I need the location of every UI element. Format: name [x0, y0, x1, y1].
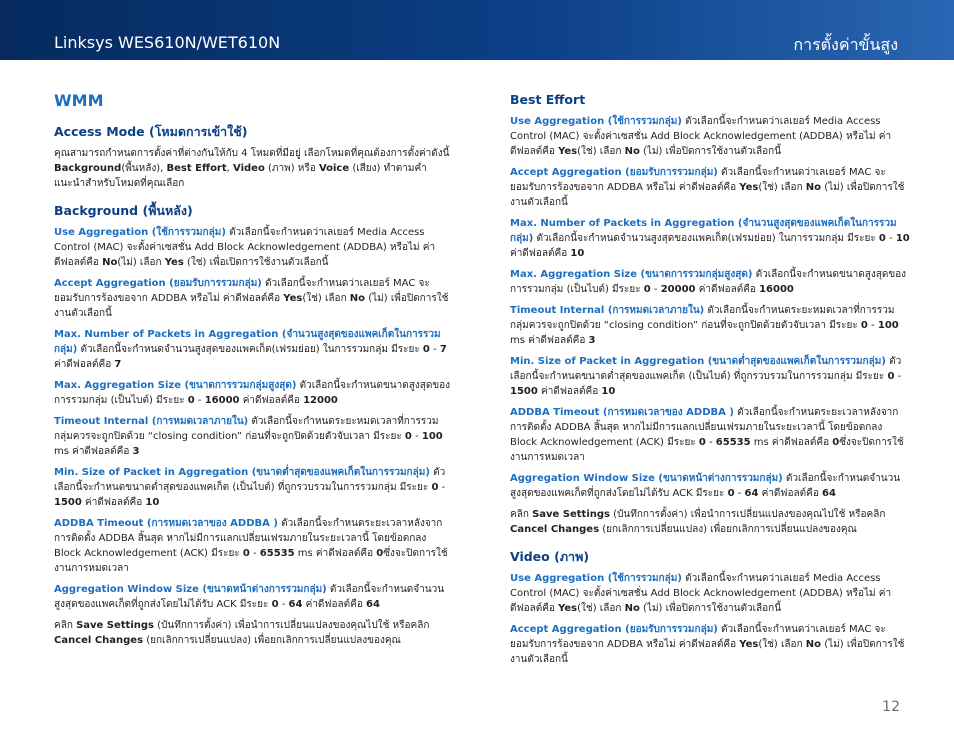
bg-save-note: คลิก Save Settings (บันทึกการตั้งค่า) เพื่อนำการเปลี่ยนแปลงของคุณไปใช้ หรือคลิก Cancel Changes (ยกเลิกการเปลี่ยนแปลง) เพื่อยกเลิกการเปลี่ยนแปลงของคุณ — [54, 620, 430, 646]
bg-timeout: Timeout Internal (การหมดเวลาภายใน) ตัวเลือกนี้จะกำหนดระยะหมดเวลาที่การรวมกลุ่มควรจะถูกปิดด้วย “closing condition” ก่อนที่จะถูกปิดด้วยตัวจับเวลา มีระยะ 0 - 100 ms ค่าดีฟอลต์คือ 3 — [54, 416, 443, 457]
page-number: 12 — [882, 699, 900, 715]
be-window-size: Aggregation Window Size (ขนาดหน้าต่างการรวมกลุ่ม) ตัวเลือกนี้จะกำหนดจำนวนสูงสุดของแพคเก็ตที่ถูกส่งโดยไม่ได้รับ ACK มีระยะ 0 - 64 ค่าดีฟอลต์คือ 64 — [510, 473, 901, 499]
bg-max-packets: Max. Number of Packets in Aggregation (จำนวนสูงสุดของแพคเก็ตในการรวมกลุ่ม) ตัวเลือกนี้จะกำหนดจำนวนสูงสุดของแพคเก็ต(เฟรมย่อย) ในการรวมกลุ่ม มีระยะ 0 - 7 ค่าดีฟอลต์คือ 7 — [54, 329, 447, 370]
be-timeout: Timeout Internal (การหมดเวลาภายใน) ตัวเลือกนี้จะกำหนดระยะหมดเวลาที่การรวมกลุ่มควรจะถูกปิดด้วย “closing condition” ก่อนที่จะถูกปิดด้วยตัวจับเวลา มีระยะ 0 - 100 ms ค่าดีฟอลต์คือ 3 — [510, 305, 899, 346]
video-use-aggregation: Use Aggregation (ใช้การรวมกลุ่ม) ตัวเลือกนี้จะกำหนดว่าเลเยอร์ Media Access Control (MAC) จะตั้งค่าเซสชั่น Add Block Acknowledgement (ADDBA) หรือไม่ ค่าดีฟอลต์คือ Yes(ใช่) เลือก No (ไม่) เพื่อปิดการใช้งานตัวเลือกนี้ — [510, 573, 892, 614]
page-header — [0, 0, 954, 60]
right-column — [510, 92, 910, 673]
be-max-size: Max. Aggregation Size (ขนาดการรวมกลุ่มสูงสุด) ตัวเลือกนี้จะกำหนดขนาดสูงสุดของการรวมกลุ่ม (เป็นไบต์) มีระยะ 0 - 20000 ค่าดีฟอลต์คือ 16000 — [510, 269, 907, 295]
be-max-packets: Max. Number of Packets in Aggregation (จำนวนสูงสุดของแพคเก็ตในการรวมกลุ่ม) ตัวเลือกนี้จะกำหนดจำนวนสูงสุดของแพคเก็ต(เฟรมย่อย) ในการรวมกลุ่ม มีระยะ 0 - 10 ค่าดีฟอลต์คือ 10 — [510, 218, 910, 259]
bg-use-aggregation: Use Aggregation (ใช้การรวมกลุ่ม) ตัวเลือกนี้จะกำหนดว่าเลเยอร์ Media Access Control (MAC) จะตั้งค่าเซสชั่น Add Block Acknowledgement (ADDBA) หรือไม่ ค่าดีฟอลต์คือ No(ไม่) เลือก Yes (ใช่) เพื่อเปิดการใช้งานตัวเลือกนี้ — [54, 227, 436, 268]
video-accept-aggregation: Accept Aggregation (ยอมรับการรวมกลุ่ม) ตัวเลือกนี้จะกำหนดว่าเลเยอร์ MAC จะยอมรับการร้องขอจาก ADDBA หรือไม่ ค่าดีฟอลต์คือ Yes(ใช่) เลือก No (ไม่) เพื่อปิดการใช้งานตัวเลือกนี้ — [510, 624, 905, 665]
left-column — [54, 92, 454, 654]
bg-max-size: Max. Aggregation Size (ขนาดการรวมกลุ่มสูงสุด) ตัวเลือกนี้จะกำหนดขนาดสูงสุดของการรวมกลุ่ม (เป็นไบต์) มีระยะ 0 - 16000 ค่าดีฟอลต์คือ 12000 — [54, 380, 451, 406]
access-mode-heading: Access Mode (โหมดการเข้าใช้) — [54, 124, 248, 139]
background-heading: Background (พื้นหลัง) — [54, 203, 193, 218]
page-title: WMM — [54, 91, 104, 110]
be-use-aggregation: Use Aggregation (ใช้การรวมกลุ่ม) ตัวเลือกนี้จะกำหนดว่าเลเยอร์ Media Access Control (MAC) จะตั้งค่าเซสชั่น Add Block Acknowledgement (ADDBA) หรือไม่ ค่าดีฟอลต์คือ Yes(ใช่) เลือก No (ไม่) เพื่อปิดการใช้งานตัวเลือกนี้ — [510, 116, 892, 157]
be-min-size: Min. Size of Packet in Aggregation (ขนาดต่ำสุดของแพคเก็ตในการรวมกลุ่ม) ตัวเลือกนี้จะกำหนดขนาดต่ำสุดของแพคเก็ต (เป็นไบต์) ที่ถูกรวบรวมในการรวมกลุ่ม มีระยะ 0 - 1500 ค่าดีฟอลต์คือ 10 — [510, 356, 902, 397]
bg-min-size: Min. Size of Packet in Aggregation (ขนาดต่ำสุดของแพคเก็ตในการรวมกลุ่ม) ตัวเลือกนี้จะกำหนดขนาดต่ำสุดของแพคเก็ต (เป็นไบต์) ที่ถูกรวบรวมในการรวมกลุ่ม มีระยะ 0 - 1500 ค่าดีฟอลต์คือ 10 — [54, 467, 446, 508]
bg-addba-timeout: ADDBA Timeout (การหมดเวลาของ ADDBA ) ตัวเลือกนี้จะกำหนดระยะเวลาหลังจากการติดตั้ง ADDBA สิ้นสุด หากไม่มีการแลกเปลี่ยนเฟรมภายในระยะเวลานี้ โดยข้อตกลง Block Acknowledgement (ACK) มีระยะ 0 - 65535 ms ค่าดีฟอลต์คือ 0ซึ่งจะปิดการใช้งานการหมดเวลา — [54, 518, 448, 574]
video-heading: Video (ภาพ) — [510, 549, 590, 564]
bg-window-size: Aggregation Window Size (ขนาดหน้าต่างการรวมกลุ่ม) ตัวเลือกนี้จะกำหนดจำนวนสูงสุดของแพคเก็ตที่ถูกส่งโดยไม่ได้รับ ACK มีระยะ 0 - 64 ค่าดีฟอลต์คือ 64 — [54, 584, 445, 610]
access-mode-text: คุณสามารถกำหนดการตั้งค่าที่ต่างกันให้กับ 4 โหมดที่มีอยู่ เลือกโหมดที่คุณต้องการตั้งค่าดังนี้ Background(พื้นหลัง), Best Effort, Video (ภาพ) หรือ Voice (เสียง) ทำตามคำแนะนำสำหรับโหมดที่คุณเลือก — [54, 148, 450, 189]
be-save-note: คลิก Save Settings (บันทึกการตั้งค่า) เพื่อนำการเปลี่ยนแปลงของคุณไปใช้ หรือคลิก Cancel Changes (ยกเลิกการเปลี่ยนแปลง) เพื่อยกเลิกการเปลี่ยนแปลงของคุณ — [510, 509, 886, 535]
be-accept-aggregation: Accept Aggregation (ยอมรับการรวมกลุ่ม) ตัวเลือกนี้จะกำหนดว่าเลเยอร์ MAC จะยอมรับการร้องขอจาก ADDBA หรือไม่ ค่าดีฟอลต์คือ Yes(ใช่) เลือก No (ไม่) เพื่อปิดการใช้งานตัวเลือกนี้ — [510, 167, 905, 208]
section-title: การตั้งค่าขั้นสูง — [793, 35, 898, 54]
best-effort-heading: Best Effort — [510, 92, 586, 107]
bg-accept-aggregation: Accept Aggregation (ยอมรับการรวมกลุ่ม) ตัวเลือกนี้จะกำหนดว่าเลเยอร์ MAC จะยอมรับการร้องขอจาก ADDBA หรือไม่ ค่าดีฟอลต์คือ Yes(ใช่) เลือก No (ไม่) เพื่อปิดการใช้งานตัวเลือกนี้ — [54, 278, 449, 319]
be-addba-timeout: ADDBA Timeout (การหมดเวลาของ ADDBA ) ตัวเลือกนี้จะกำหนดระยะเวลาหลังจากการติดตั้ง ADDBA สิ้นสุด หากไม่มีการแลกเปลี่ยนเฟรมภายในระยะเวลานี้ โดยข้อตกลง Block Acknowledgement (ACK) มีระยะ 0 - 65535 ms ค่าดีฟอลต์คือ 0ซึ่งจะปิดการใช้งานการหมดเวลา — [510, 407, 904, 463]
product-name: Linksys WES610N/WET610N — [54, 33, 281, 52]
